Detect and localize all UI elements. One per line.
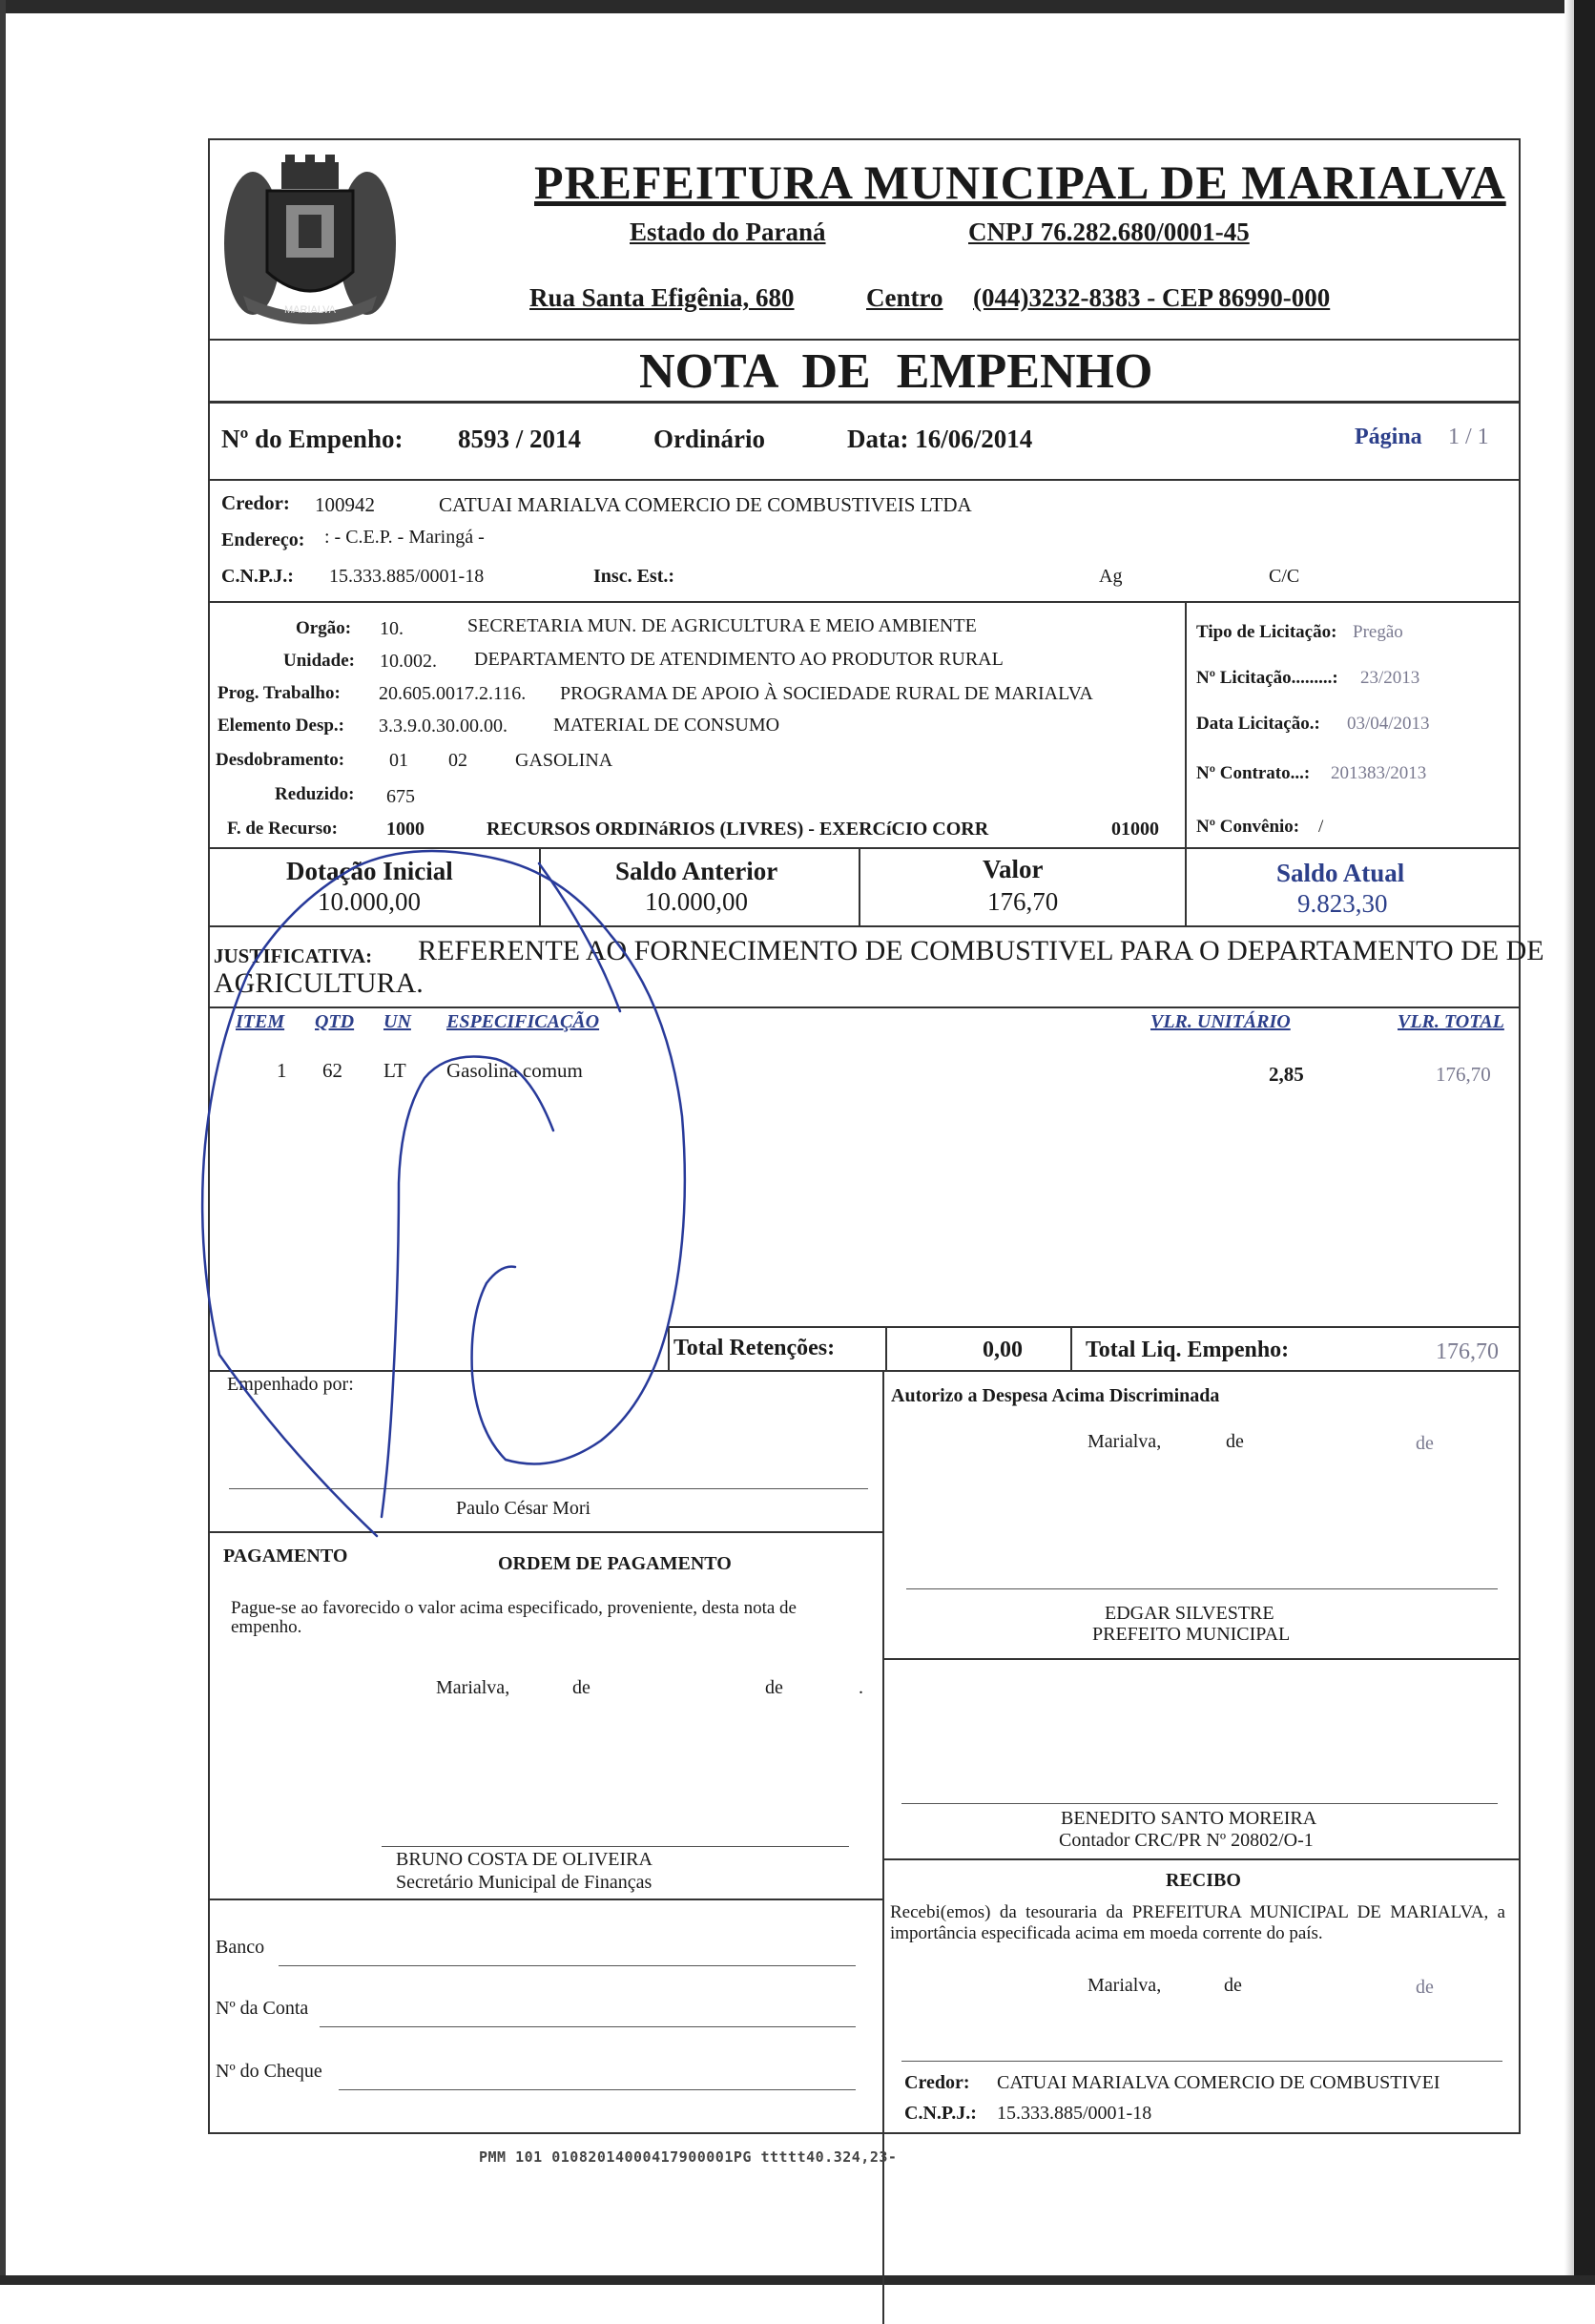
svg-text:MARIALVA: MARIALVA bbox=[284, 304, 336, 316]
saldo-anterior-label: Saldo Anterior bbox=[615, 857, 778, 885]
empenhado-label: Empenhado por: bbox=[227, 1374, 354, 1395]
empenho-type: Ordinário bbox=[653, 425, 766, 453]
empenho-date: Data: 16/06/2014 bbox=[847, 425, 1033, 453]
header-district: Centro bbox=[866, 283, 943, 312]
tipo-licitacao-label: Tipo de Licitação: bbox=[1196, 622, 1337, 642]
col-vlr-unitario: VLR. UNITÁRIO bbox=[1150, 1011, 1291, 1032]
cnpj-label: C.N.P.J.: bbox=[221, 566, 294, 587]
col-especificacao: ESPECIFICAÇÃO bbox=[446, 1011, 600, 1032]
orgao-name: SECRETARIA MUN. DE AGRICULTURA E MEIO AMBIENTE bbox=[467, 615, 977, 636]
prog-code: 20.605.0017.2.116. bbox=[379, 683, 527, 704]
prog-name: PROGRAMA DE APOIO À SOCIEDADE RURAL DE MARIALVA bbox=[560, 683, 1093, 704]
desdobramento-label: Desdobramento: bbox=[216, 750, 345, 770]
pagamento-text: Pague-se ao favorecido o valor acima especificado, proveniente, desta nota de empenho. bbox=[231, 1598, 797, 1637]
address-value: : - C.E.P. - Maringá - bbox=[324, 527, 485, 548]
justificativa-label: JUSTIFICATIVA: bbox=[214, 944, 373, 967]
convenio-label: Nº Convênio: bbox=[1196, 817, 1300, 837]
unidade-label: Unidade: bbox=[283, 651, 355, 671]
licitacao-number-value: 23/2013 bbox=[1360, 668, 1420, 688]
total-retencoes-value: 0,00 bbox=[983, 1338, 1023, 1362]
autorizo-city: Marialva, bbox=[1088, 1431, 1162, 1452]
data-licitacao-label: Data Licitação.: bbox=[1196, 714, 1320, 734]
banco-label: Banco bbox=[216, 1937, 265, 1958]
address-label: Endereço: bbox=[221, 529, 305, 550]
cheque-label: Nº do Cheque bbox=[216, 2061, 322, 2082]
recurso-name: RECURSOS ORDINáRIOS (LIVRES) - EXERCíCIO CORR bbox=[487, 819, 989, 840]
contrato-label: Nº Contrato...: bbox=[1196, 763, 1311, 783]
empenhado-name: Paulo César Mori bbox=[456, 1498, 591, 1519]
col-qtd: QTD bbox=[315, 1011, 355, 1032]
tipo-licitacao-value: Pregão bbox=[1353, 622, 1403, 642]
recibo-de2: de bbox=[1416, 1977, 1434, 1998]
ag-label: Ag bbox=[1099, 566, 1123, 587]
col-vlr-total: VLR. TOTAL bbox=[1398, 1011, 1504, 1032]
recurso-label: F. de Recurso: bbox=[227, 819, 338, 839]
prog-label: Prog. Trabalho: bbox=[218, 683, 341, 703]
prefeito-role: PREFEITO MUNICIPAL bbox=[1092, 1624, 1291, 1645]
signature-stroke-3 bbox=[539, 863, 620, 1011]
recibo-city: Marialva, bbox=[1088, 1975, 1162, 1996]
recibo-de1: de bbox=[1224, 1975, 1242, 1996]
credor-label: Credor: bbox=[221, 491, 290, 514]
header-cnpj: CNPJ 76.282.680/0001-45 bbox=[968, 218, 1250, 246]
total-liquido-value: 176,70 bbox=[1436, 1339, 1499, 1364]
row-qtd: 62 bbox=[322, 1059, 342, 1082]
recibo-cnpj-value: 15.333.885/0001-18 bbox=[997, 2103, 1152, 2124]
total-liquido-label: Total Liq. Empenho: bbox=[1086, 1338, 1290, 1362]
autorizo-de1: de bbox=[1226, 1431, 1244, 1452]
dotacao-inicial-value: 10.000,00 bbox=[318, 887, 421, 916]
unidade-name: DEPARTAMENTO DE ATENDIMENTO AO PRODUTOR RURAL bbox=[474, 649, 1004, 670]
recibo-text: Recebi(emos) da tesouraria da PREFEITURA MUNICIPAL DE MARIALVA, a importância especificada acima em moeda corrente do país. bbox=[890, 1902, 1505, 1943]
desdobramento-name: GASOLINA bbox=[515, 750, 613, 771]
page-value: 1 / 1 bbox=[1448, 425, 1489, 449]
contador-role: Contador CRC/PR Nº 20802/O-1 bbox=[1059, 1830, 1314, 1851]
autorizo-de2: de bbox=[1416, 1433, 1434, 1454]
insc-est-label: Insc. Est.: bbox=[593, 566, 675, 587]
cnpj-value: 15.333.885/0001-18 bbox=[329, 566, 485, 587]
ordem-pagamento-label: ORDEM DE PAGAMENTO bbox=[498, 1553, 732, 1574]
col-item: ITEM bbox=[236, 1011, 285, 1032]
empenho-number: 8593 / 2014 bbox=[458, 425, 582, 453]
footer-code: PMM 101 01082014000417900001PG ttttt40.324,23- bbox=[479, 2148, 898, 2166]
header-street: Rua Santa Efigênia, 680 bbox=[529, 283, 795, 312]
header-state: Estado do Paraná bbox=[630, 218, 826, 246]
recibo-credor-name: CATUAI MARIALVA COMERCIO DE COMBUSTIVEI bbox=[997, 2072, 1440, 2093]
header-phone: (044)3232-8383 - CEP 86990-000 bbox=[973, 283, 1331, 312]
elemento-name: MATERIAL DE CONSUMO bbox=[553, 715, 780, 736]
reduzido-label: Reduzido: bbox=[275, 784, 355, 804]
contador-name: BENEDITO SANTO MOREIRA bbox=[1061, 1808, 1317, 1829]
empenho-number-label: Nº do Empenho: bbox=[221, 425, 404, 453]
recibo-credor-label: Credor: bbox=[904, 2072, 970, 2093]
credor-name: CATUAI MARIALVA COMERCIO DE COMBUSTIVEIS LTDA bbox=[439, 493, 972, 516]
justificativa-line2: AGRICULTURA. bbox=[214, 967, 424, 999]
col-un: UN bbox=[383, 1011, 411, 1032]
reduzido-value: 675 bbox=[386, 786, 415, 807]
row-spec: Gasolina comum bbox=[446, 1059, 583, 1082]
dotacao-inicial-label: Dotação Inicial bbox=[286, 857, 453, 885]
cc-label: C/C bbox=[1269, 566, 1300, 587]
licitacao-number-label: Nº Licitação.........: bbox=[1196, 668, 1338, 688]
contrato-value: 201383/2013 bbox=[1331, 763, 1427, 783]
secretario-name: BRUNO COSTA DE OLIVEIRA bbox=[396, 1849, 652, 1870]
conta-label: Nº da Conta bbox=[216, 1998, 309, 2019]
row-total: 176,70 bbox=[1436, 1063, 1491, 1086]
orgao-label: Orgão: bbox=[296, 618, 352, 638]
saldo-atual-label: Saldo Atual bbox=[1276, 859, 1405, 887]
total-retencoes-label: Total Retenções: bbox=[673, 1336, 836, 1360]
valor-label: Valor bbox=[983, 855, 1044, 883]
secretario-role: Secretário Municipal de Finanças bbox=[396, 1872, 652, 1893]
convenio-value: / bbox=[1318, 817, 1324, 837]
recurso-suffix: 01000 bbox=[1111, 819, 1159, 840]
unidade-code: 10.002. bbox=[380, 651, 437, 672]
elemento-code: 3.3.9.0.30.00.00. bbox=[379, 716, 508, 737]
desdobramento-a: 01 bbox=[389, 750, 408, 771]
credor-code: 100942 bbox=[315, 493, 375, 516]
pagamento-de1: de bbox=[572, 1677, 590, 1698]
row-un: LT bbox=[383, 1059, 406, 1082]
document-title: NOTA DE EMPENHO bbox=[639, 344, 1153, 399]
pagamento-city: Marialva, bbox=[436, 1677, 510, 1698]
saldo-anterior-value: 10.000,00 bbox=[645, 887, 748, 916]
valor-value: 176,70 bbox=[987, 887, 1059, 916]
pagamento-label: PAGAMENTO bbox=[223, 1546, 348, 1567]
prefeito-name: EDGAR SILVESTRE bbox=[1105, 1603, 1274, 1624]
row-item: 1 bbox=[277, 1059, 287, 1082]
saldo-atual-value: 9.823,30 bbox=[1297, 889, 1388, 918]
recurso-code: 1000 bbox=[386, 819, 425, 840]
desdobramento-b: 02 bbox=[448, 750, 467, 771]
row-unit: 2,85 bbox=[1269, 1063, 1304, 1086]
signature-stroke-1 bbox=[202, 851, 685, 1536]
data-licitacao-value: 03/04/2013 bbox=[1347, 714, 1430, 734]
orgao-code: 10. bbox=[380, 618, 404, 639]
header-title: PREFEITURA MUNICIPAL DE MARIALVA bbox=[534, 156, 1506, 209]
recibo-label: RECIBO bbox=[1166, 1870, 1241, 1891]
signature-stroke-2 bbox=[382, 1057, 553, 1518]
recibo-cnpj-label: C.N.P.J.: bbox=[904, 2103, 977, 2124]
pagamento-dot: . bbox=[859, 1677, 863, 1698]
autorizo-label: Autorizo a Despesa Acima Discriminada bbox=[891, 1385, 1220, 1406]
elemento-label: Elemento Desp.: bbox=[218, 716, 344, 736]
justificativa-line1: REFERENTE AO FORNECIMENTO DE COMBUSTIVEL PARA O DEPARTAMENTO DE DE bbox=[418, 935, 1544, 966]
page-label: Página bbox=[1355, 425, 1422, 449]
pagamento-de2: de bbox=[765, 1677, 783, 1698]
